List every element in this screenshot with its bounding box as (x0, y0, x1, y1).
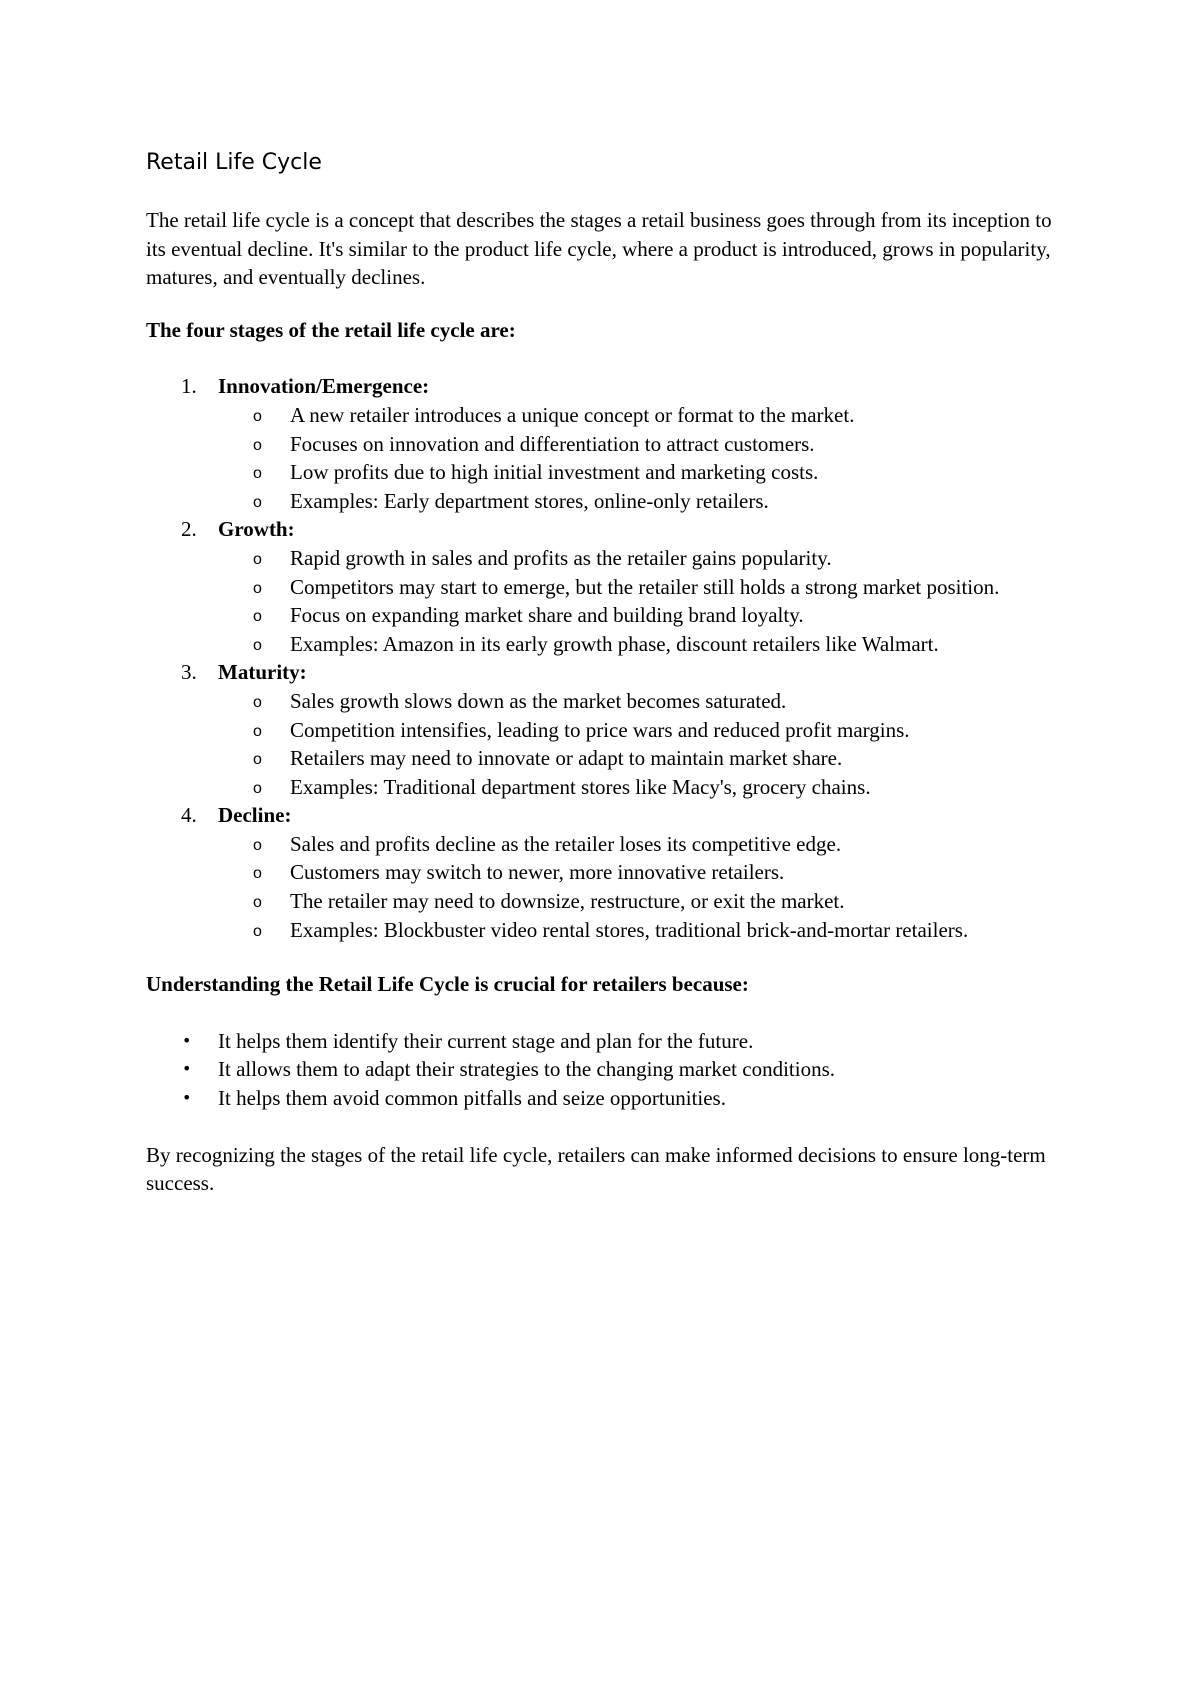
circle-bullet-icon: o (253, 579, 262, 597)
bullet-dot-icon: • (182, 1088, 192, 1108)
stage-points (218, 544, 1066, 658)
document-title: Retail Life Cycle (146, 150, 322, 175)
stage-item (146, 515, 1066, 658)
circle-bullet-icon: o (253, 493, 262, 511)
stage-point (218, 830, 1066, 859)
stage-item (146, 801, 1066, 944)
stage-point-text: Focuses on innovation and differentiation to attract customers. (290, 431, 815, 456)
stage-point-text: Competition intensifies, leading to price wars and reduced profit margins. (290, 717, 910, 742)
stage-point (218, 573, 1066, 602)
stage-number: 1. (181, 374, 197, 399)
stage-point-text: A new retailer introduces a unique concept or format to the market. (290, 402, 855, 427)
reason-text: It allows them to adapt their strategies to the changing market conditions. (218, 1057, 836, 1082)
circle-bullet-icon: o (253, 922, 262, 940)
stage-point-text: The retailer may need to downsize, restructure, or exit the market. (290, 889, 845, 914)
bullet-dot-icon: • (182, 1030, 192, 1050)
stage-point (218, 458, 1066, 487)
stage-point (218, 716, 1066, 745)
stage-item (146, 658, 1066, 801)
stage-points (218, 401, 1066, 515)
stage-point (218, 744, 1066, 773)
reason-item (146, 1055, 1066, 1084)
circle-bullet-icon: o (253, 636, 262, 654)
circle-bullet-icon: o (253, 693, 262, 711)
circle-bullet-icon: o (253, 407, 262, 425)
stage-point-text: Customers may switch to newer, more innovative retailers. (290, 860, 785, 885)
stage-point-text: Retailers may need to innovate or adapt to maintain market share. (290, 746, 843, 771)
reason-item (146, 1084, 1066, 1113)
document-body (146, 148, 1066, 1198)
circle-bullet-icon: o (253, 465, 262, 483)
conclusion-paragraph: By recognizing the stages of the retail life cycle, retailers can make informed decisions to ensure long-term success. (146, 1142, 1046, 1196)
stage-point (218, 601, 1066, 630)
stage-point-text: Examples: Blockbuster video rental stores, traditional brick-and-mortar retailers. (290, 917, 969, 942)
stage-point (218, 858, 1066, 887)
stage-point-text: Competitors may start to emerge, but the retailer still holds a strong market position. (290, 574, 1000, 599)
stage-point-text: Examples: Amazon in its early growth phase, discount retailers like Walmart. (290, 631, 939, 656)
stage-name: Decline: (218, 803, 292, 828)
circle-bullet-icon: o (253, 722, 262, 740)
stage-point (218, 773, 1066, 802)
stage-name: Growth: (218, 517, 295, 542)
intro-paragraph: The retail life cycle is a concept that describes the stages a retail business goes through from its inception to its eventual decline. It's similar to the product life cycle, where a product is introduced, grows in popularity, matures, and eventually declines. (146, 208, 1052, 290)
circle-bullet-icon: o (253, 779, 262, 797)
stage-points (218, 830, 1066, 944)
circle-bullet-icon: o (253, 865, 262, 883)
stage-point-text: Rapid growth in sales and profits as the retailer gains popularity. (290, 545, 832, 570)
stages-heading: The four stages of the retail life cycle are: (146, 317, 516, 342)
stage-point-text: Sales and profits decline as the retailer loses its competitive edge. (290, 831, 842, 856)
circle-bullet-icon: o (253, 436, 262, 454)
circle-bullet-icon: o (253, 751, 262, 769)
bullet-dot-icon: • (182, 1059, 192, 1079)
stage-point-text: Focus on expanding market share and building brand loyalty. (290, 603, 804, 628)
stage-item (146, 372, 1066, 515)
stage-number: 3. (181, 660, 197, 685)
reason-text: It helps them identify their current stage and plan for the future. (218, 1028, 754, 1053)
stage-point-text: Examples: Traditional department stores like Macy's, grocery chains. (290, 774, 871, 799)
stage-point-text: Examples: Early department stores, online-only retailers. (290, 488, 769, 513)
stage-number: 2. (181, 517, 197, 542)
reason-item (146, 1027, 1066, 1056)
stages-list (146, 372, 1066, 944)
circle-bullet-icon: o (253, 836, 262, 854)
reason-text: It helps them avoid common pitfalls and seize opportunities. (218, 1086, 726, 1111)
stage-point (218, 916, 1066, 945)
stage-number: 4. (181, 803, 197, 828)
stage-point (218, 887, 1066, 916)
importance-heading: Understanding the Retail Life Cycle is crucial for retailers because: (146, 972, 749, 997)
stage-point (218, 544, 1066, 573)
stage-point (218, 430, 1066, 459)
circle-bullet-icon: o (253, 550, 262, 568)
reasons-list (146, 1027, 1066, 1113)
stage-name: Maturity: (218, 660, 307, 685)
stage-point-text: Sales growth slows down as the market becomes saturated. (290, 688, 787, 713)
stage-points (218, 687, 1066, 801)
stage-point (218, 630, 1066, 659)
stage-point (218, 401, 1066, 430)
stage-point (218, 687, 1066, 716)
stage-point (218, 487, 1066, 516)
circle-bullet-icon: o (253, 894, 262, 912)
stage-point-text: Low profits due to high initial investment and marketing costs. (290, 460, 819, 485)
circle-bullet-icon: o (253, 608, 262, 626)
stage-name: Innovation/Emergence: (218, 374, 430, 399)
